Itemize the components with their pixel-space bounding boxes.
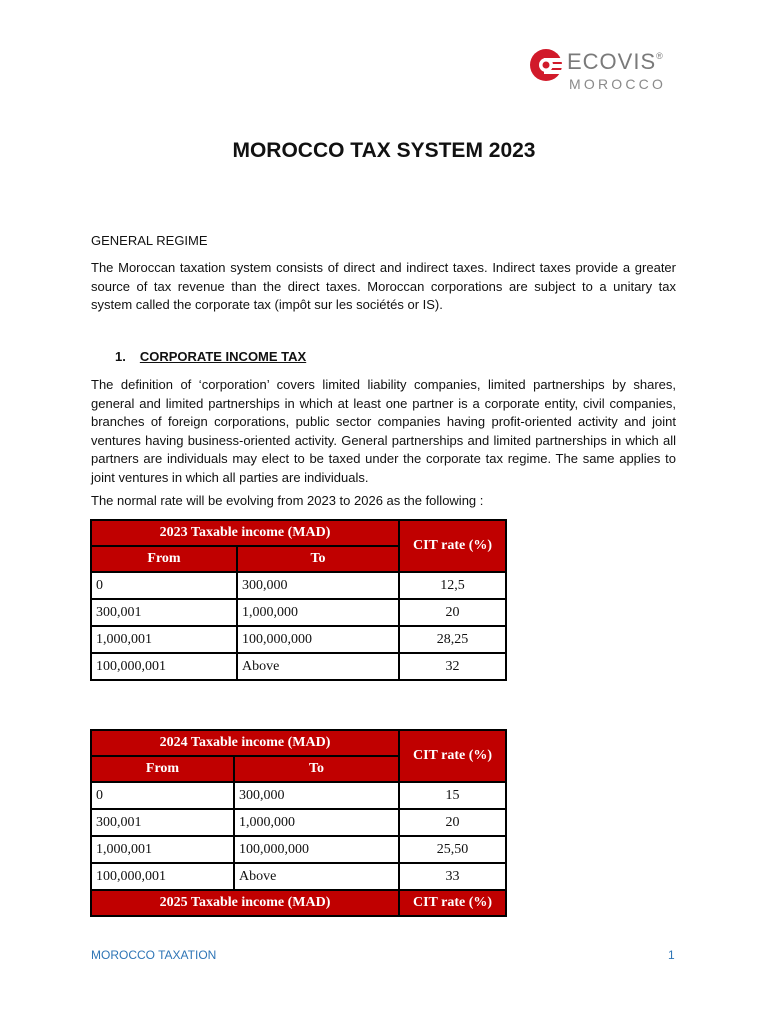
table-row — [91, 599, 506, 626]
cell-from: 100,000,001 — [91, 653, 237, 680]
logo-brand: ECOVIS® — [567, 49, 664, 74]
table-next-header-row — [91, 890, 506, 916]
footer-label: MOROCCO TAXATION — [91, 948, 217, 962]
cell-to: 1,000,000 — [237, 599, 399, 626]
cell-to: Above — [234, 863, 399, 890]
table-from-header: From — [91, 546, 237, 572]
table-rate-header: CIT rate (%) — [399, 730, 506, 782]
section-title: CORPORATE INCOME TAX — [139, 349, 307, 364]
cell-to: 100,000,000 — [237, 626, 399, 653]
cell-rate: 33 — [399, 863, 506, 890]
cell-rate: 12,5 — [399, 572, 506, 599]
cell-rate: 32 — [399, 653, 506, 680]
table-rate-header: CIT rate (%) — [399, 520, 506, 572]
cell-to: Above — [237, 653, 399, 680]
cell-rate: 20 — [399, 809, 506, 836]
ecovis-logo — [528, 45, 680, 93]
table-row — [91, 836, 506, 863]
table-row — [91, 782, 506, 809]
ecovis-logo-icon — [528, 47, 564, 83]
cell-from: 1,000,001 — [91, 626, 237, 653]
cell-to: 300,000 — [234, 782, 399, 809]
cell-from: 0 — [91, 782, 234, 809]
table-header-row — [91, 730, 506, 756]
cell-to: 100,000,000 — [234, 836, 399, 863]
cell-to: 300,000 — [237, 572, 399, 599]
logo-subtitle: MOROCCO — [569, 76, 667, 92]
page-title: MOROCCO TAX SYSTEM 2023 — [232, 139, 536, 162]
table-row — [91, 809, 506, 836]
table-row — [91, 626, 506, 653]
cit-table-2024 — [90, 729, 507, 917]
cell-to: 1,000,000 — [234, 809, 399, 836]
cell-from: 1,000,001 — [91, 836, 234, 863]
cell-from: 0 — [91, 572, 237, 599]
cell-rate: 20 — [399, 599, 506, 626]
table-2025-income-header: 2025 Taxable income (MAD) — [91, 890, 399, 916]
general-regime-heading: GENERAL REGIME — [91, 233, 208, 248]
table-row — [91, 863, 506, 890]
intro-paragraph: The Moroccan taxation system consists of direct and indirect taxes. Indirect taxes provide a greater source of tax revenue than the direct taxes. Moroccan corporations are subject to a unitary tax system called the corporate tax (impôt sur les sociétés or IS). — [91, 260, 676, 312]
table-2025-rate-header: CIT rate (%) — [399, 890, 506, 916]
table-to-header: To — [237, 546, 399, 572]
cell-rate: 15 — [399, 782, 506, 809]
table-income-header: 2023 Taxable income (MAD) — [91, 520, 399, 546]
cell-from: 100,000,001 — [91, 863, 234, 890]
cell-from: 300,001 — [91, 599, 237, 626]
cit-table-2023 — [90, 519, 507, 681]
cell-from: 300,001 — [91, 809, 234, 836]
table-income-header: 2024 Taxable income (MAD) — [91, 730, 399, 756]
cell-rate: 28,25 — [399, 626, 506, 653]
definition-paragraph: The definition of ‘corporation’ covers limited liability companies, limited partnerships by shares, general and limited partnerships in which at least one partner is a corporate entity, civil companies, branches of foreign corporations, public sector companies having profit-oriented activity and joint ventures having business-oriented activity. General partnerships and limited partnerships in which all partners are individuals may elect to be taxed under the corporate tax regime. The same applies to joint ventures in which all parties are individuals. — [91, 377, 676, 485]
table-to-header: To — [234, 756, 399, 782]
table-row — [91, 572, 506, 599]
table-from-header: From — [91, 756, 234, 782]
section-heading — [115, 349, 306, 364]
table-row — [91, 653, 506, 680]
rate-intro-paragraph: The normal rate will be evolving from 2023 to 2026 as the following : — [91, 493, 484, 508]
section-number: 1. — [115, 349, 126, 364]
page-number: 1 — [668, 948, 675, 962]
table-header-row — [91, 520, 506, 546]
cell-rate: 25,50 — [399, 836, 506, 863]
